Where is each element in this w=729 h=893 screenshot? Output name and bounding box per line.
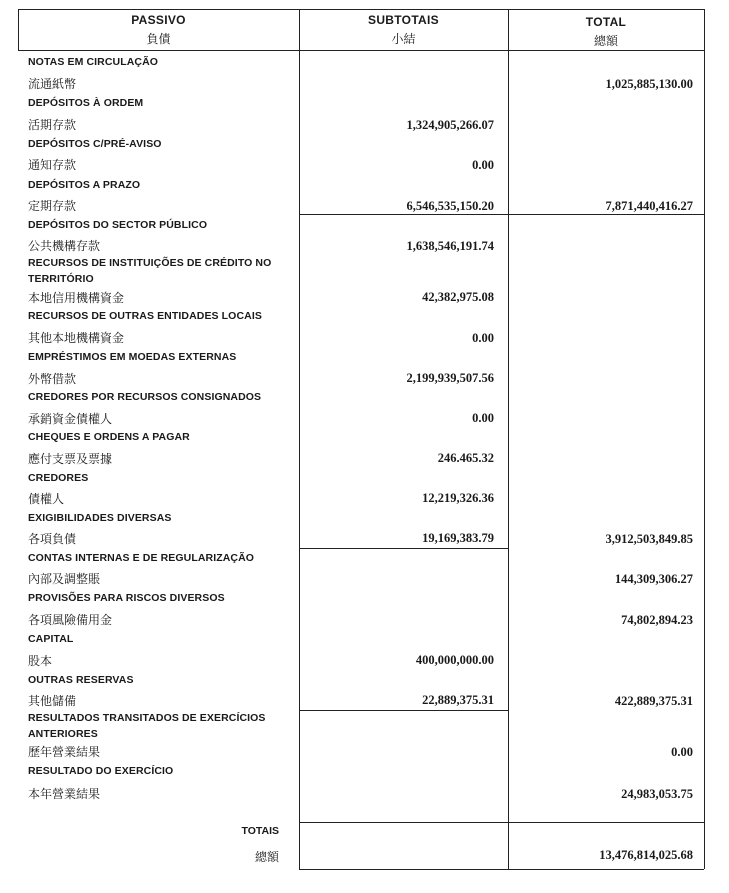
row-label-pt: CREDORES POR RECURSOS CONSIGNADOS <box>28 391 262 403</box>
row-label-zh: 各項負債 <box>28 532 77 546</box>
row-subtotal: 19,169,383.79 <box>422 531 494 545</box>
row-label-pt: EMPRÉSTIMOS EM MOEDAS EXTERNAS <box>28 351 237 363</box>
row-total: 74,802,894.23 <box>621 613 693 627</box>
row-label-pt: OUTRAS RESERVAS <box>28 674 134 686</box>
header-passivo-zh: 負債 <box>146 32 171 46</box>
row-label-zh: 其他本地機構資金 <box>28 331 125 345</box>
row-label-zh: 其他儲備 <box>28 694 77 708</box>
row-subtotal: 22,889,375.31 <box>422 693 494 707</box>
table-top-border <box>18 9 704 10</box>
row-subtotal: 42,382,975.08 <box>422 290 494 304</box>
row-label-pt: DEPÓSITOS C/PRÉ-AVISO <box>28 138 162 150</box>
row-label-pt: EXIGIBILIDADES DIVERSAS <box>28 512 172 524</box>
header-passivo <box>18 13 299 47</box>
row-label-zh: 歷年營業結果 <box>28 745 101 759</box>
totals-label-zh: 總額 <box>254 850 279 864</box>
row-label-zh: 公共機構存款 <box>28 239 101 253</box>
row-total: 144,309,306.27 <box>614 572 693 586</box>
row-label-zh: 承銷資金債權人 <box>28 412 113 426</box>
row-label-zh: 活期存款 <box>28 118 77 132</box>
row-label-pt: CONTAS INTERNAS E DE REGULARIZAÇÃO <box>28 552 255 564</box>
grand-total-value: 13,476,814,025.68 <box>599 848 693 862</box>
row-label-pt: CHEQUES E ORDENS A PAGAR <box>28 431 190 443</box>
row-label-pt: RECURSOS DE INSTITUIÇÕES DE CRÉDITO NO <box>28 257 272 269</box>
header-subtotais-pt: SUBTOTAIS <box>368 13 439 27</box>
header-bottom-border <box>18 50 704 51</box>
header-total <box>508 15 704 49</box>
row-label-pt: CREDORES <box>28 472 89 484</box>
header-subtotais-zh: 小結 <box>391 32 416 46</box>
row-label-pt: PROVISÕES PARA RISCOS DIVERSOS <box>28 592 225 604</box>
row-label-zh: 本年營業結果 <box>28 787 101 801</box>
row-subtotal: 0.00 <box>472 411 494 425</box>
totals-bottom-border <box>299 869 704 870</box>
totals-label-pt: TOTAIS <box>241 825 279 837</box>
row-subtotal: 1,324,905,266.07 <box>406 118 494 132</box>
row-label-pt: RESULTADOS TRANSITADOS DE EXERCÍCIOS <box>28 712 266 724</box>
row-subtotal: 6,546,535,150.20 <box>406 199 494 213</box>
row-label-pt: RESULTADO DO EXERCÍCIO <box>28 765 174 777</box>
row-label-zh: 流通紙幣 <box>28 77 77 91</box>
subtotal-rule-3 <box>299 710 508 711</box>
column-divider-1 <box>299 9 300 869</box>
row-label-pt: RECURSOS DE OUTRAS ENTIDADES LOCAIS <box>28 310 262 322</box>
header-subtotais <box>299 13 508 47</box>
column-divider-2 <box>508 9 509 869</box>
subtotal-rule-1 <box>299 214 508 215</box>
row-label-pt-cont: TERRITÓRIO <box>28 273 94 285</box>
row-total: 0.00 <box>671 745 693 759</box>
row-subtotal: 12,219,326.36 <box>422 491 494 505</box>
header-total-pt: TOTAL <box>585 15 627 29</box>
row-label-pt: NOTAS EM CIRCULAÇÃO <box>28 56 159 68</box>
row-label-pt: DEPÓSITOS À ORDEM <box>28 97 144 109</box>
row-total: 422,889,375.31 <box>614 694 693 708</box>
row-label-zh: 本地信用機構資金 <box>28 291 125 305</box>
totals-top-border <box>299 822 704 823</box>
row-total: 1,025,885,130.00 <box>605 77 693 91</box>
row-subtotal: 2,199,939,507.56 <box>406 371 494 385</box>
row-label-zh: 定期存款 <box>28 199 77 213</box>
total-rule-1 <box>508 214 704 215</box>
row-label-zh: 應付支票及票據 <box>28 452 113 466</box>
header-passivo-pt: PASSIVO <box>131 13 186 27</box>
row-label-pt-cont: ANTERIORES <box>28 728 98 740</box>
row-total: 7,871,440,416.27 <box>605 199 693 213</box>
row-subtotal: 0.00 <box>472 331 494 345</box>
row-total: 24,983,053.75 <box>621 787 693 801</box>
row-label-zh: 通知存款 <box>28 158 77 172</box>
row-subtotal: 1,638,546,191.74 <box>406 239 494 253</box>
row-subtotal: 246.465.32 <box>437 451 494 465</box>
row-subtotal: 400,000,000.00 <box>415 653 494 667</box>
subtotal-rule-2 <box>299 548 508 549</box>
row-label-zh: 內部及調整賬 <box>28 572 101 586</box>
row-subtotal: 0.00 <box>472 158 494 172</box>
row-label-zh: 股本 <box>28 654 53 668</box>
row-label-pt: DEPÓSITOS A PRAZO <box>28 179 141 191</box>
header-total-zh: 總額 <box>593 34 618 48</box>
row-label-zh: 債權人 <box>28 492 65 506</box>
row-label-pt: CAPITAL <box>28 633 74 645</box>
row-label-pt: DEPÓSITOS DO SECTOR PÚBLICO <box>28 219 208 231</box>
row-total: 3,912,503,849.85 <box>605 532 693 546</box>
table-right-border <box>704 9 705 869</box>
row-label-zh: 各項風險備用金 <box>28 613 113 627</box>
row-label-zh: 外幣借款 <box>28 372 77 386</box>
